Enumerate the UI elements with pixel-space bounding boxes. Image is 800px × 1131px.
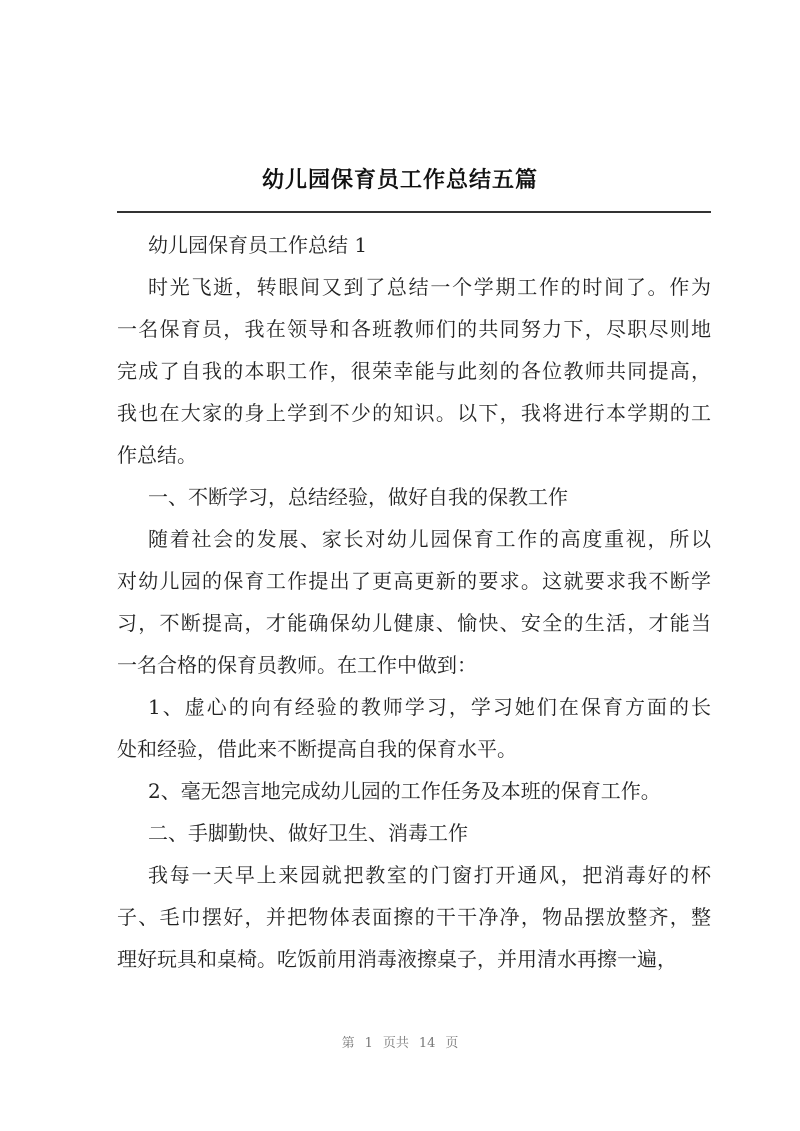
- paragraph-line: 二、手脚勤快、做好卫生、消毒工作: [148, 821, 468, 845]
- footer-middle: 页共: [382, 1036, 409, 1051]
- paragraph-line: 作总结。: [117, 443, 197, 467]
- paragraph-line: 一名保育员，我在领导和各班教师们的共同努力下，尽职尽则地: [117, 317, 711, 341]
- footer-page-number: 1: [364, 1036, 373, 1051]
- paragraph: [117, 518, 711, 686]
- paragraph-line: 幼儿园保育员工作总结 1: [148, 233, 368, 257]
- footer-prefix: 第: [341, 1036, 355, 1051]
- paragraph-line: 时光飞逝，转眼间又到了总结一个学期工作的时间了。作为: [148, 275, 711, 299]
- paragraph-line: 我每一天早上来园就把教室的门窗打开通风，把消毒好的杯: [148, 863, 711, 887]
- paragraph: [117, 812, 711, 854]
- paragraph-line: 对幼儿园的保育工作提出了更高更新的要求。这就要求我不断学: [117, 569, 711, 593]
- paragraph-line: 理好玩具和桌椅。吃饭前用消毒液擦桌子，并用清水再擦一遍，: [117, 947, 677, 971]
- paragraph-line: 完成了自我的本职工作，很荣幸能与此刻的各位教师共同提高，: [117, 359, 711, 383]
- title-divider: [117, 211, 711, 213]
- paragraph: [117, 266, 711, 476]
- paragraph: [117, 770, 711, 812]
- paragraph-line: 一名合格的保育员教师。在工作中做到：: [117, 653, 477, 677]
- page-footer: [0, 1032, 800, 1051]
- paragraph: [117, 476, 711, 518]
- paragraph-line: 子、毛巾摆好，并把物体表面擦的干干净净，物品摆放整齐，整: [117, 905, 711, 929]
- paragraph: [117, 224, 711, 266]
- paragraph-line: 我也在大家的身上学到不少的知识。以下，我将进行本学期的工: [117, 401, 711, 425]
- footer-total-pages: 14: [418, 1036, 436, 1051]
- paragraph-line: 随着社会的发展、家长对幼儿园保育工作的高度重视，所以: [148, 527, 711, 551]
- document-body: [117, 224, 711, 980]
- paragraph-line: 2、毫无怨言地完成幼儿园的工作任务及本班的保育工作。: [148, 779, 661, 803]
- document-title: 幼儿园保育员工作总结五篇: [261, 167, 538, 193]
- paragraph-line: 习，不断提高，才能确保幼儿健康、愉快、安全的生活，才能当: [117, 611, 711, 635]
- paragraph-line: 处和经验，借此来不断提高自我的保育水平。: [117, 737, 517, 761]
- paragraph-line: 1、虚心的向有经验的教师学习，学习她们在保育方面的长: [148, 695, 711, 719]
- footer-suffix: 页: [445, 1036, 459, 1051]
- paragraph: [117, 686, 711, 770]
- paragraph-line: 一、不断学习，总结经验，做好自我的保教工作: [148, 485, 568, 509]
- paragraph: [117, 854, 711, 980]
